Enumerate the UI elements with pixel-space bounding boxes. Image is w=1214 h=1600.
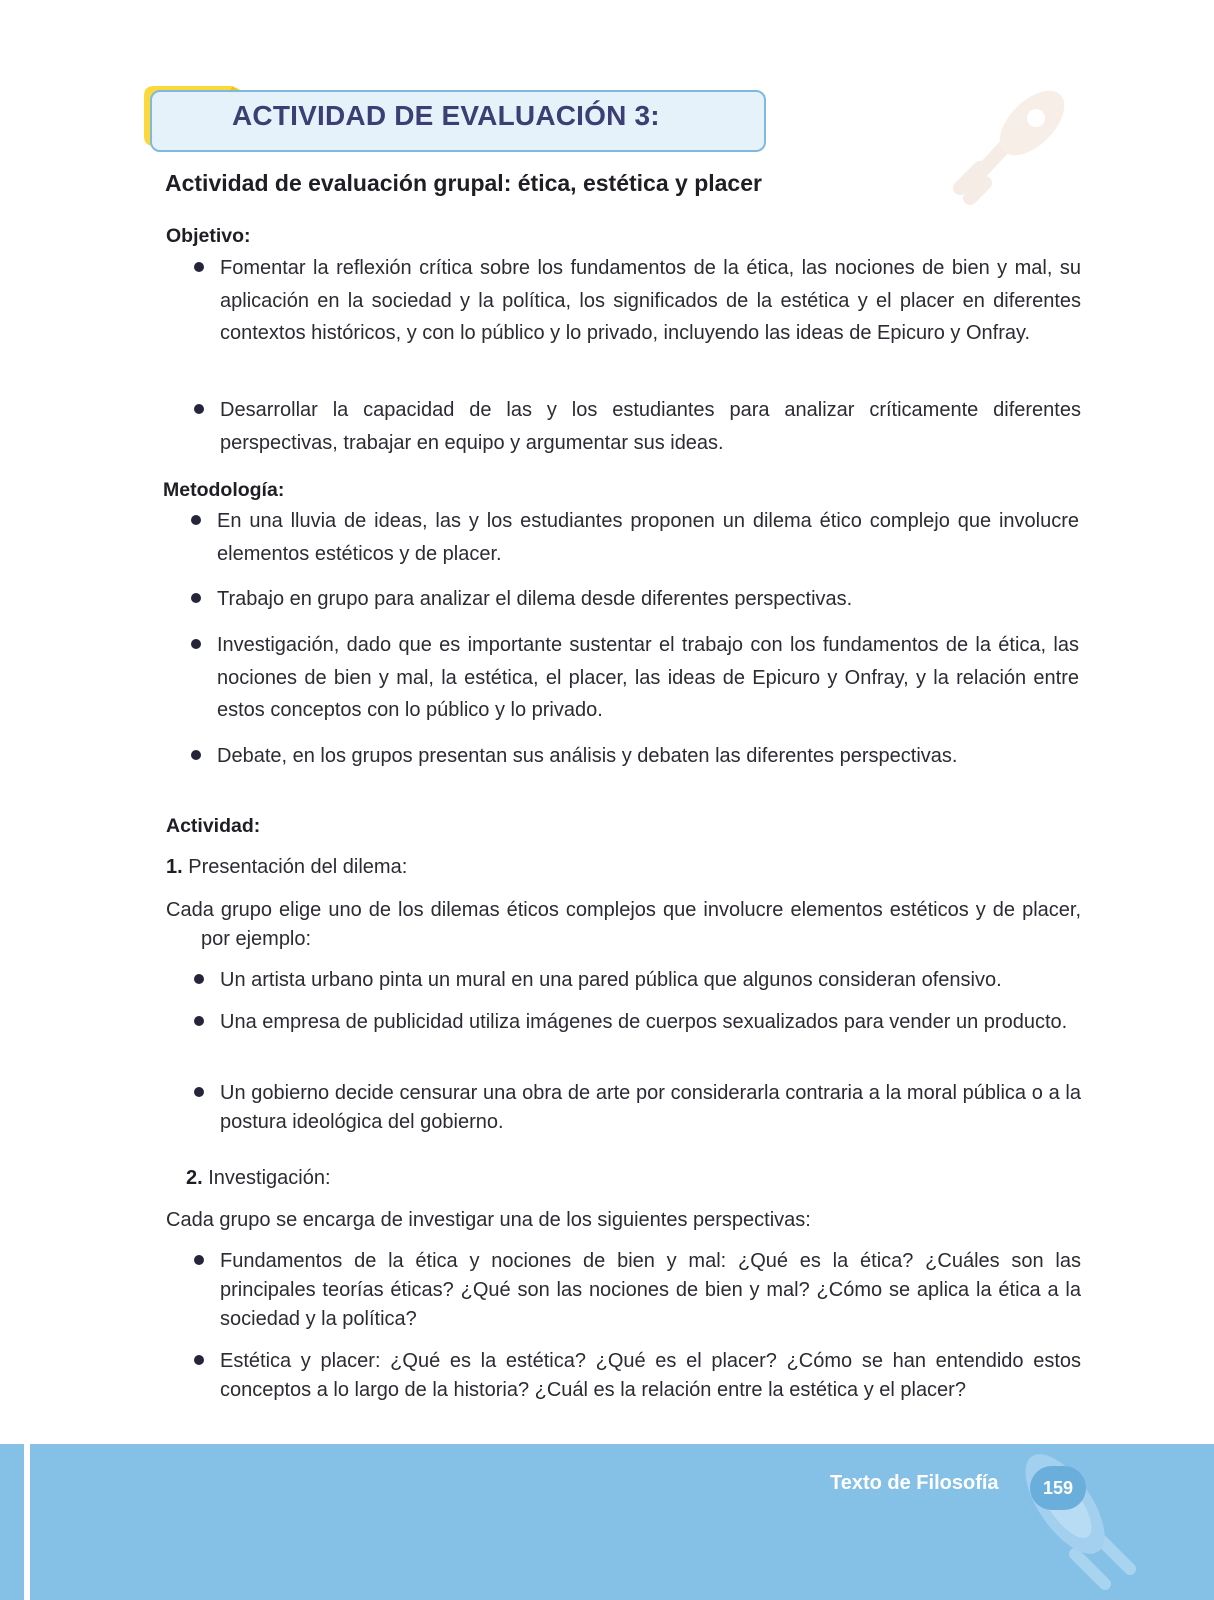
metodologia-item: En una lluvia de ideas, las y los estudiantes proponen un dilema ético complejo que involucre elementos estéticos y de placer. (217, 510, 1079, 565)
bullet-icon (194, 262, 204, 272)
actividad-label: Actividad: (166, 815, 261, 837)
dilemma-example: Un gobierno decide censurar una obra de arte por considerarla contraria a la moral pública o a la postura ideológica del gobierno. (220, 1082, 1081, 1133)
bullet-icon (194, 974, 204, 984)
objetivo-item: Desarrollar la capacidad de las y los estudiantes para analizar críticamente diferentes perspectivas, trabajar en equipo y argumentar sus ideas. (220, 399, 1081, 454)
activity-subtitle: Actividad de evaluación grupal: ética, estética y placer (165, 170, 762, 196)
objetivo-item: Fomentar la reflexión crítica sobre los fundamentos de la ética, las nociones de bien y mal, su aplicación en la sociedad y la política, los significados de la estética y el placer en diferentes contextos históricos, y con lo público y lo privado, incluyendo las ideas de Epicuro y Onfray. (220, 257, 1081, 344)
step-title: Investigación: (208, 1167, 331, 1189)
dilemma-example: Una empresa de publicidad utiliza imágenes de cuerpos sexualizados para vender un producto. (220, 1011, 1068, 1033)
page-footer (0, 1444, 1214, 1600)
section-banner (140, 86, 770, 154)
page-number: 159 (1030, 1466, 1086, 1510)
step-1-heading (166, 856, 407, 879)
objetivo-label: Objetivo: (166, 225, 251, 247)
bullet-icon (194, 404, 204, 414)
step-1-intro: Cada grupo elige uno de los dilemas éticos complejos que involucre elementos estéticos y de placer, por ejemplo: (166, 899, 1081, 950)
bullet-icon (194, 1355, 204, 1365)
step-title: Presentación del dilema: (188, 856, 408, 878)
bullet-icon (194, 1255, 204, 1265)
metodologia-label: Metodología: (163, 479, 285, 501)
perspective-item: Fundamentos de la ética y nociones de bien y mal: ¿Qué es la ética? ¿Cuáles son las principales teorías éticas? ¿Qué son las nociones de bien y mal? ¿Cómo se aplica la ética a la sociedad y la política? (220, 1250, 1081, 1330)
bullet-icon (194, 1016, 204, 1026)
rocket-icon (1005, 1444, 1145, 1600)
page-title: ACTIVIDAD DE EVALUACIÓN 3: (232, 100, 660, 131)
step-2-heading (186, 1167, 331, 1190)
bullet-icon (191, 639, 201, 649)
bullet-icon (191, 750, 201, 760)
bullet-icon (191, 515, 201, 525)
step-2-intro: Cada grupo se encarga de investigar una de los siguientes perspectivas: (166, 1209, 811, 1231)
step-number: 1. (166, 856, 183, 878)
book-title: Texto de Filosofía (830, 1472, 999, 1494)
perspective-item: Estética y placer: ¿Qué es la estética? ¿Qué es el placer? ¿Cómo se han entendido estos conceptos a lo largo de la historia? ¿Cuál es la relación entre la estética y el placer? (220, 1350, 1081, 1401)
bullet-icon (194, 1087, 204, 1097)
step-number: 2. (186, 1167, 203, 1189)
metodologia-item: Trabajo en grupo para analizar el dilema desde diferentes perspectivas. (217, 588, 853, 610)
bullet-icon (191, 593, 201, 603)
rocket-icon (940, 78, 1080, 208)
dilemma-example: Un artista urbano pinta un mural en una pared pública que algunos consideran ofensivo. (220, 969, 1002, 991)
footer-stripe (24, 1444, 30, 1600)
metodologia-item: Debate, en los grupos presentan sus análisis y debaten las diferentes perspectivas. (217, 745, 958, 767)
metodologia-item: Investigación, dado que es importante sustentar el trabajo con los fundamentos de la ética, las nociones de bien y mal, la estética, el placer, las ideas de Epicuro y Onfray, y la relación entre estos conceptos con lo público y lo privado. (217, 634, 1079, 721)
